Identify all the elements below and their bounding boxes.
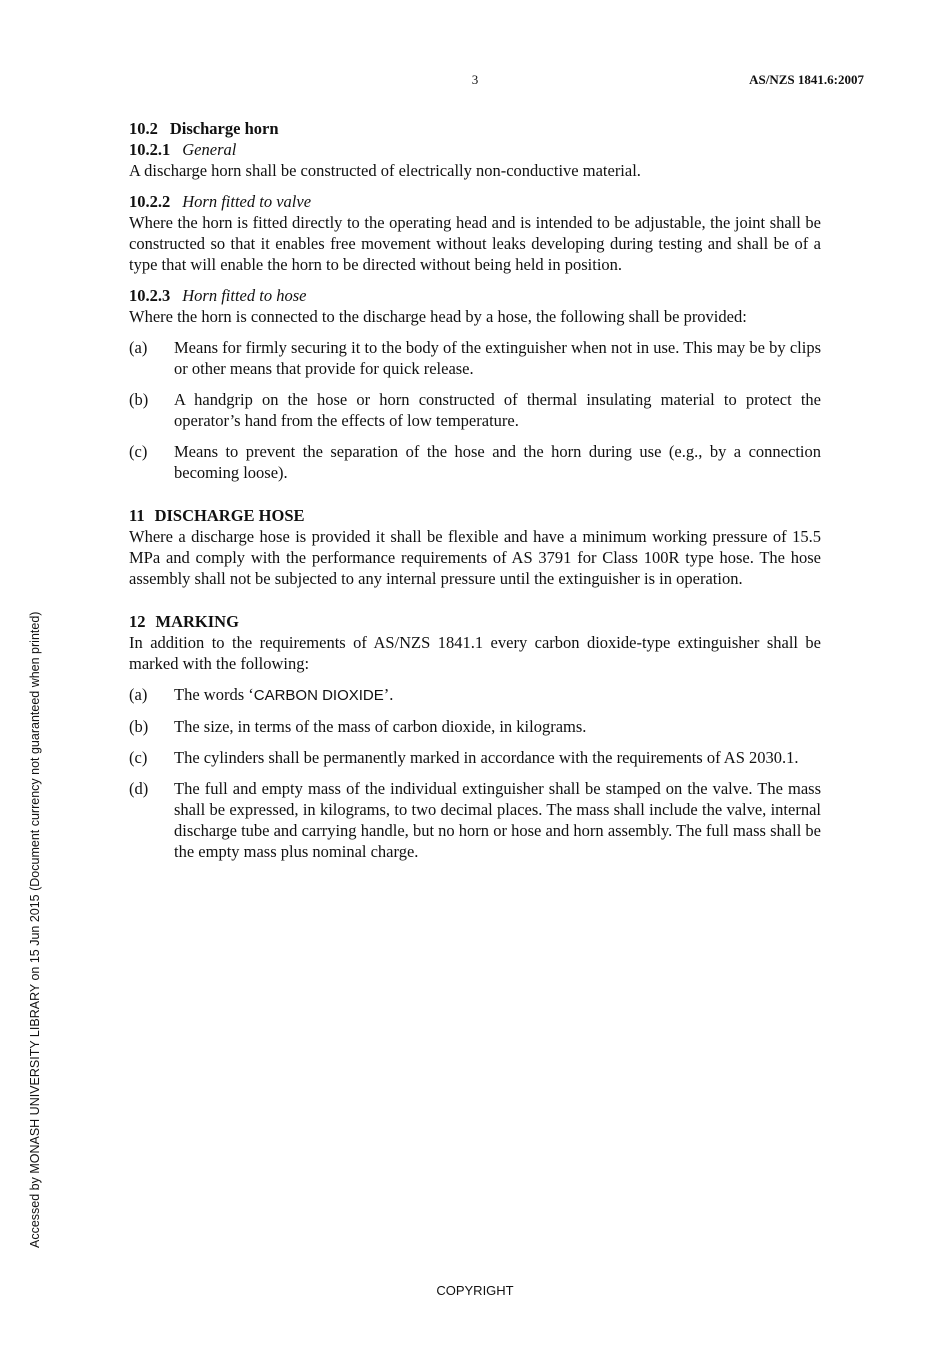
list-text: Means to prevent the separation of the hose and the horn during use (e.g., by a connection becoming loose). (174, 442, 821, 482)
list-item (129, 684, 821, 706)
paragraph: Where the horn is fitted directly to the operating head and is intended to be adjustable, the joint shall be constructed so that it enables free movement without leaks developing during testing and shall be of a type that will enable the horn to be directed without being held in position. (129, 213, 821, 274)
heading-title: DISCHARGE HOSE (154, 506, 305, 525)
heading-10-2-1 (129, 139, 821, 160)
list-label: (d) (129, 779, 149, 798)
list-label: (c) (129, 442, 148, 461)
heading-number: 10.2.3 (129, 286, 171, 305)
list-item (129, 716, 821, 737)
heading-number: 10.2.1 (129, 140, 171, 159)
list-text: The cylinders shall be permanently marked in accordance with the requirements of AS 2030.1. (174, 748, 799, 767)
paragraph: Where a discharge hose is provided it shall be flexible and have a minimum working pressure of 15.5 MPa and comply with the performance requirements of AS 3791 for Class 100R type hose. The hose assembly shall not be subjected to any internal pressure until the extinguisher is in operation. (129, 527, 821, 588)
list-label: (a) (129, 338, 148, 357)
heading-number: 11 (129, 506, 145, 525)
heading-number: 12 (129, 612, 146, 631)
page-number: 3 (471, 72, 479, 87)
heading-title: Discharge horn (169, 119, 279, 138)
list-text: A handgrip on the hose or horn constructed of thermal insulating material to protect the operator’s hand from the effects of low temperature. (174, 390, 821, 430)
list-text: Means for firmly securing it to the body of the extinguisher when not in use. This may be by clips or other means that provide for quick release. (174, 338, 821, 378)
list-item (129, 337, 821, 379)
heading-title: Horn fitted to hose (182, 286, 307, 305)
heading-title: MARKING (155, 612, 239, 631)
paragraph: Where the horn is connected to the discharge head by a hose, the following shall be provided: (129, 307, 747, 326)
list-text-suffix: ’. (383, 685, 394, 704)
paragraph: A discharge horn shall be constructed of electrically non-conductive material. (129, 161, 641, 180)
list-item (129, 441, 821, 483)
list-label: (b) (129, 717, 149, 736)
list-item (129, 747, 821, 768)
heading-number: 10.2 (129, 119, 158, 138)
marking-text: CARBON DIOXIDE (253, 687, 384, 704)
heading-12 (129, 611, 821, 632)
heading-10-2-3 (129, 285, 821, 306)
list-label: (c) (129, 748, 148, 767)
paragraph: In addition to the requirements of AS/NZS 1841.1 every carbon dioxide-type extinguisher shall be marked with the following: (129, 633, 821, 673)
list-item (129, 778, 821, 862)
heading-number: 10.2.2 (129, 192, 171, 211)
standard-id: AS/NZS 1841.6:2007 (749, 72, 864, 87)
list-text: The full and empty mass of the individual extinguisher shall be stamped on the valve. The mass shall be expressed, in kilograms, to two decimal places. The mass shall include the valve, internal discharge tube and carrying handle, but no horn or hose and horn assembly. The full mass shall be the empty mass plus nominal charge. (174, 779, 821, 861)
list-item (129, 389, 821, 431)
heading-title: General (182, 140, 237, 159)
heading-11 (129, 505, 821, 526)
list-text: The size, in terms of the mass of carbon dioxide, in kilograms. (174, 717, 587, 736)
heading-title: Horn fitted to valve (182, 192, 312, 211)
list-text-prefix: The words ‘ (174, 685, 254, 704)
document-body (129, 118, 821, 872)
list-label: (b) (129, 390, 149, 409)
heading-10-2 (129, 118, 821, 139)
copyright-footer: COPYRIGHT (436, 1283, 514, 1298)
list-label: (a) (129, 685, 148, 704)
access-watermark: Accessed by MONASH UNIVERSITY LIBRARY on 15 Jun 2015 (Document currency not guaranteed when printed) (28, 611, 42, 1248)
heading-10-2-2 (129, 191, 821, 212)
